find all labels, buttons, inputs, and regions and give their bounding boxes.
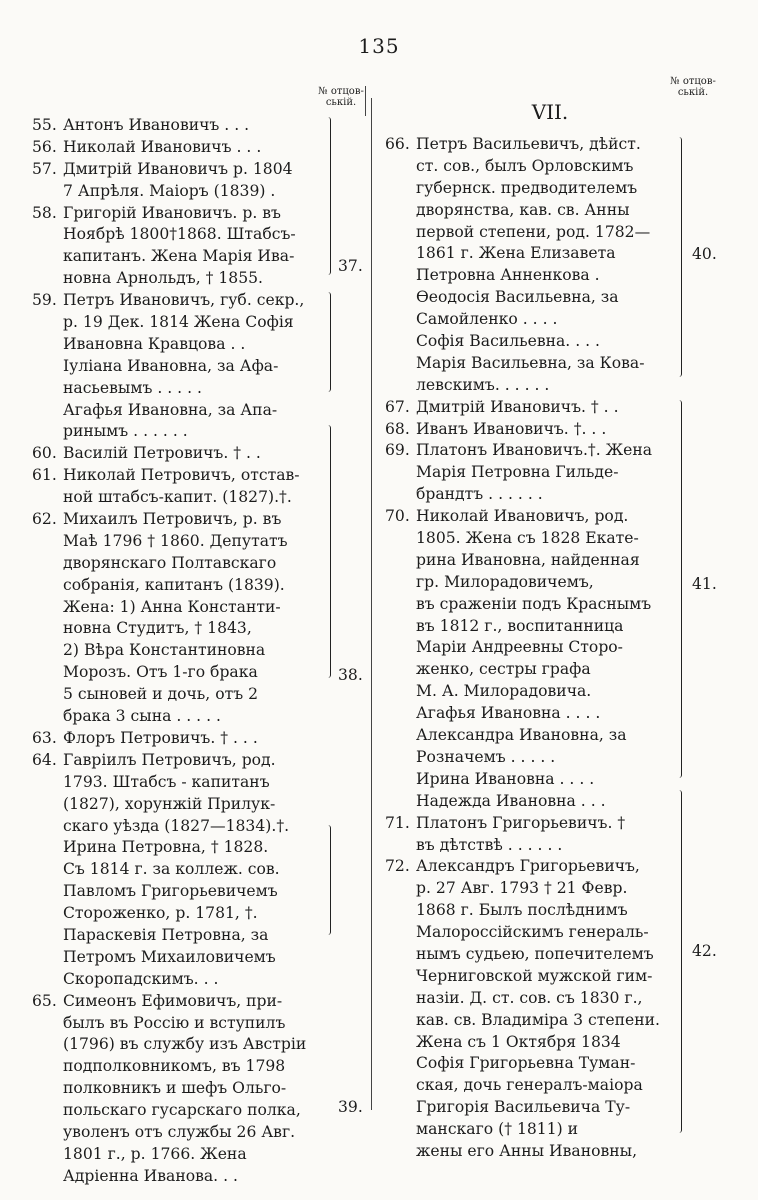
right-line [385, 659, 679, 681]
left-entry-text: 2) Вѣра Константиновна [63, 641, 266, 660]
left-entry-text: Ноябрѣ 1800†1868. Штабсъ- [63, 225, 296, 244]
right-line [385, 484, 679, 506]
right-entry-text: въ сраженіи подъ Краснымъ [416, 594, 652, 613]
left-entry-text: новна Арнольдъ, † 1855. [63, 269, 264, 288]
left-entry-text: Ирина Петровна, † 1828. [63, 838, 269, 857]
left-line [32, 903, 328, 925]
right-line [385, 616, 679, 638]
right-entry-text: 1861 г. Жена Елизавета [416, 244, 616, 263]
left-line [32, 137, 328, 159]
right-line [385, 769, 679, 791]
brace-right-40 [677, 137, 682, 377]
left-entry-text: р. 19 Дек. 1814 Жена Софія [63, 313, 294, 332]
left-entry-text: Ивановна Кравцова . . [63, 334, 246, 353]
left-entry-text: Симеонъ Ефимовичъ, при- [63, 991, 283, 1010]
left-line [32, 312, 328, 334]
left-entry-text: Николай Ивановичъ . . . [63, 137, 262, 156]
left-entry-text: скаго уѣзда (1827—1834).†. [63, 816, 290, 835]
left-entry-text: капитанъ. Жена Марія Ива- [63, 247, 295, 266]
right-line [385, 375, 679, 397]
right-entry-text: р. 27 Авг. 1793 † 21 Февр. [416, 879, 628, 898]
left-line [32, 969, 328, 991]
left-entry-number: 64. [32, 750, 57, 769]
right-line [385, 747, 679, 769]
left-line [32, 290, 328, 312]
right-line [385, 900, 679, 922]
right-entry-text: женко, сестры графа [416, 660, 591, 679]
right-entry-text: Черниговской мужской гим- [416, 966, 653, 985]
right-line [385, 637, 679, 659]
left-entry-text: Адріенна Иванова. . . [63, 1166, 238, 1185]
left-side-number-2: 38. [338, 666, 363, 684]
left-entry-text: Флоръ Петровичъ. † . . . [63, 728, 258, 747]
right-line [385, 397, 679, 419]
left-line [32, 881, 328, 903]
left-entry-text: Павломъ Григорьевичемъ [63, 882, 278, 901]
right-entry-text: Розначемъ . . . . . [416, 747, 556, 766]
left-entry-text: брака 3 сына . . . . . [63, 707, 221, 726]
left-line [32, 1144, 328, 1166]
left-line [32, 684, 328, 706]
right-line [385, 878, 679, 900]
right-entry-text: Ѳеодосія Васильевна, за [416, 288, 619, 307]
left-line [32, 1013, 328, 1035]
right-entry-text: Малороссійскимъ генераль- [416, 923, 649, 942]
right-entry-text: левскимъ. . . . . . [416, 375, 550, 394]
right-entry-text: Агафья Ивановна . . . . [416, 704, 601, 723]
right-entry-text: Софія Григорьевна Туман- [416, 1054, 636, 1073]
right-side-number-1: 40. [692, 245, 717, 263]
left-entry-text: польскаго гусарскаго полка, [63, 1101, 301, 1120]
left-line [32, 421, 328, 443]
right-side-number-2: 41. [692, 575, 717, 593]
right-entry-text: жены его Анны Ивановны, [416, 1141, 638, 1160]
column-header-right: № отцов-ській. [670, 76, 716, 98]
right-entry-text: М. А. Милорадовича. [416, 682, 592, 701]
left-line [32, 772, 328, 794]
left-entry-text: Агафья Ивановна, за Апа- [63, 400, 278, 419]
left-side-number-3: 39. [338, 1098, 363, 1116]
left-line [32, 400, 328, 422]
right-line [385, 200, 679, 222]
section-title: VII. [531, 100, 569, 124]
right-entry-text: Платонъ Григорьевичъ. † [416, 813, 626, 832]
left-line [32, 268, 328, 290]
left-entry-text: ной штабсъ-капит. (1827).†. [63, 488, 292, 507]
right-entry-text: брандтъ . . . . . . [416, 485, 543, 504]
left-line [32, 246, 328, 268]
left-line [32, 181, 328, 203]
left-line [32, 465, 328, 487]
right-entry-text: Марія Васильевна, за Кова- [416, 353, 645, 372]
right-entry-text: ст. сов., былъ Орловскимъ [416, 156, 634, 175]
left-line [32, 159, 328, 181]
left-entry-number: 59. [32, 291, 57, 310]
right-line [385, 988, 679, 1010]
left-line [32, 947, 328, 969]
left-line [32, 750, 328, 772]
left-line [32, 1166, 328, 1188]
left-line [32, 1100, 328, 1122]
left-entry-text: Николай Петровичъ, отстав- [63, 466, 300, 485]
right-entry-number: 68. [385, 419, 410, 438]
left-entry-text: 7 Апрѣля. Маіоръ (1839) . [63, 181, 276, 200]
right-line [385, 550, 679, 572]
left-entry-text: полковникъ и шефъ Ольго- [63, 1079, 287, 1098]
right-line [385, 1053, 679, 1075]
right-entry-text: кав. св. Владиміра 3 степени. [416, 1010, 661, 1029]
right-entry-text: въ 1812 г., воспитанница [416, 616, 624, 635]
brace-right-41 [677, 400, 682, 778]
right-line [385, 528, 679, 550]
left-side-number-1: 37. [338, 257, 363, 275]
left-line [32, 597, 328, 619]
left-entry-number: 57. [32, 159, 57, 178]
right-entry-text: первой степени, род. 1782— [416, 222, 651, 241]
right-line [385, 287, 679, 309]
left-line [32, 991, 328, 1013]
right-line [385, 703, 679, 725]
left-entry-text: 5 сыновей и дочь, отъ 2 [63, 685, 259, 704]
right-line [385, 1141, 679, 1163]
brace-left-37b [326, 292, 331, 392]
right-entry-text: назіи. Д. ст. сов. съ 1830 г., [416, 988, 643, 1007]
left-entry-text: дворянскаго Полтавскаго [63, 553, 277, 572]
left-entry-text: Стороженко, р. 1781, †. [63, 904, 258, 923]
right-entry-text: Жена съ 1 Октября 1834 [416, 1032, 621, 1051]
left-line [32, 509, 328, 531]
right-line [385, 1010, 679, 1032]
left-line [32, 1078, 328, 1100]
right-entry-text: Платонъ Ивановичъ.†. Жена [416, 441, 653, 460]
left-line [32, 378, 328, 400]
left-line [32, 816, 328, 838]
left-entry-text: Антонъ Ивановичъ . . . [63, 116, 250, 134]
left-line [32, 356, 328, 378]
left-line [32, 1122, 328, 1144]
left-line [32, 203, 328, 225]
right-entry-number: 72. [385, 857, 410, 876]
right-line [385, 309, 679, 331]
left-entry-text: Параскевія Петровна, за [63, 925, 269, 944]
right-line [385, 440, 679, 462]
left-line [32, 618, 328, 640]
page-number: 135 [358, 34, 400, 58]
left-entry-text: Съ 1814 г. за коллеж. сов. [63, 860, 280, 879]
left-entry-text: Дмитрій Ивановичъ р. 1804 [63, 159, 293, 178]
left-line [32, 224, 328, 246]
right-line [385, 1097, 679, 1119]
left-line [32, 706, 328, 728]
left-entry-number: 56. [32, 137, 57, 156]
right-entry-text: Софія Васильевна. . . . [416, 332, 600, 351]
right-entry-text: Марія Петровна Гильде- [416, 463, 619, 482]
right-line [385, 331, 679, 353]
right-entry-text: Александра Ивановна, за [416, 726, 627, 745]
header-rule-left [365, 86, 366, 116]
left-entry-text: Морозъ. Отъ 1-го брака [63, 663, 258, 682]
right-entry-text: Ирина Ивановна . . . . [416, 769, 595, 788]
right-entry-text: Григорія Васильевича Ту- [416, 1098, 631, 1117]
right-entry-text: въ дѣтствѣ . . . . . . [416, 835, 563, 854]
right-line [385, 419, 679, 441]
right-entry-text: гр. Милорадовичемъ, [416, 572, 594, 591]
right-entry-text: манскаго († 1811) и [416, 1120, 579, 1139]
left-entry-number: 63. [32, 728, 57, 747]
right-entry-number: 67. [385, 397, 410, 416]
left-line [32, 837, 328, 859]
left-entry-text: Скоропадскимъ. . . [63, 969, 219, 988]
right-entry-text: Иванъ Ивановичъ. †. . . [416, 419, 607, 438]
right-entry-text: Александръ Григорьевичъ, [416, 857, 640, 876]
left-line [32, 728, 328, 750]
right-entry-text: рина Ивановна, найденная [416, 550, 640, 569]
right-line [385, 594, 679, 616]
right-line [385, 265, 679, 287]
right-entry-text: дворянства, кав. св. Анны [416, 200, 630, 219]
left-line [32, 575, 328, 597]
brace-left-37 [326, 117, 331, 275]
column-divider-left [371, 98, 372, 1110]
right-entry-text: ская, дочь генералъ-маіора [416, 1076, 643, 1095]
right-line [385, 791, 679, 813]
left-line [32, 531, 328, 553]
left-entry-text: (1827), хорунжій Прилук- [63, 794, 276, 813]
right-line [385, 222, 679, 244]
left-entry-text: насьевымъ . . . . . [63, 378, 202, 397]
brace-right-42 [677, 790, 682, 1133]
left-entry-text: Петромъ Михаиловичемъ [63, 947, 276, 966]
left-entry-text: подполковникомъ, въ 1798 [63, 1057, 286, 1076]
left-line [32, 334, 328, 356]
right-line [385, 134, 679, 156]
brace-left-38 [326, 425, 331, 678]
left-entry-number: 61. [32, 466, 57, 485]
left-entry-text: Василій Петровичъ. † . . [63, 444, 261, 463]
right-entry-number: 71. [385, 813, 410, 832]
left-entry-number: 58. [32, 203, 57, 222]
right-line [385, 462, 679, 484]
right-line [385, 353, 679, 375]
left-entry-number: 65. [32, 991, 57, 1010]
right-entry-text: Самойленко . . . . [416, 310, 558, 329]
right-entry-text: Петръ Васильевичъ, дѣйст. [416, 135, 641, 153]
brace-left-38b [326, 825, 331, 935]
right-entry-text: Петровна Анненкова . [416, 266, 600, 285]
left-entry-text: Іуліана Ивановна, за Афа- [63, 356, 279, 375]
right-side-number-3: 42. [692, 942, 717, 960]
right-line [385, 813, 679, 835]
left-line [32, 487, 328, 509]
right-entry-number: 66. [385, 135, 410, 153]
left-entry-text: былъ въ Россію и вступилъ [63, 1013, 286, 1032]
right-line [385, 922, 679, 944]
right-line [385, 572, 679, 594]
right-entry-text: 1868 г. Былъ послѣднимъ [416, 901, 628, 920]
left-entry-text: Петръ Ивановичъ, губ. секр., [63, 291, 305, 310]
left-line [32, 443, 328, 465]
right-line [385, 178, 679, 200]
right-entry-text: 1805. Жена съ 1828 Екате- [416, 529, 639, 548]
left-entry-number: 60. [32, 444, 57, 463]
left-entry-text: (1796) въ службу изъ Австріи [63, 1035, 307, 1054]
right-line [385, 681, 679, 703]
left-entry-text: уволенъ отъ службы 26 Авг. [63, 1122, 296, 1141]
right-line [385, 944, 679, 966]
left-entry-text: Гавріилъ Петровичъ, род. [63, 750, 276, 769]
right-entry-text: Маріи Андреевны Сторо- [416, 638, 623, 657]
left-entry-text: 1801 г., р. 1766. Жена [63, 1144, 247, 1163]
left-entry-text: собранія, капитанъ (1839). [63, 575, 285, 594]
right-entry-number: 69. [385, 441, 410, 460]
left-entry-number: 55. [32, 116, 57, 134]
left-line [32, 115, 328, 137]
left-entry-number: 62. [32, 510, 57, 529]
left-line [32, 662, 328, 684]
right-line [385, 835, 679, 857]
right-line [385, 1119, 679, 1141]
left-column [32, 115, 328, 1188]
left-line [32, 640, 328, 662]
left-line [32, 1056, 328, 1078]
left-entry-text: Маѣ 1796 † 1860. Депутатъ [63, 531, 288, 550]
right-entry-text: Николай Ивановичъ, род. [416, 507, 629, 526]
left-line [32, 794, 328, 816]
right-column [385, 134, 679, 1163]
right-line [385, 1075, 679, 1097]
right-entry-text: Надежда Ивановна . . . [416, 791, 606, 810]
left-line [32, 859, 328, 881]
right-line [385, 243, 679, 265]
right-entry-text: Дмитрій Ивановичъ. † . . [416, 397, 619, 416]
right-line [385, 506, 679, 528]
right-line [385, 725, 679, 747]
right-entry-number: 70. [385, 507, 410, 526]
left-entry-text: Григорій Ивановичъ. р. въ [63, 203, 281, 222]
left-entry-text: 1793. Штабсъ - капитанъ [63, 772, 270, 791]
right-line [385, 966, 679, 988]
column-header-left: № отцов-ській. [318, 86, 364, 108]
left-entry-text: ринымъ . . . . . . [63, 422, 188, 441]
left-entry-text: Жена: 1) Анна Константи- [63, 597, 281, 616]
right-line [385, 156, 679, 178]
left-line [32, 925, 328, 947]
right-line [385, 856, 679, 878]
right-entry-text: губернск. предводителемъ [416, 178, 638, 197]
right-entry-text: нымъ судьею, попечителемъ [416, 944, 654, 963]
left-line [32, 1034, 328, 1056]
left-entry-text: новна Студитъ, † 1843, [63, 619, 252, 638]
left-line [32, 553, 328, 575]
right-line [385, 1032, 679, 1054]
left-entry-text: Михаилъ Петровичъ, р. въ [63, 510, 282, 529]
